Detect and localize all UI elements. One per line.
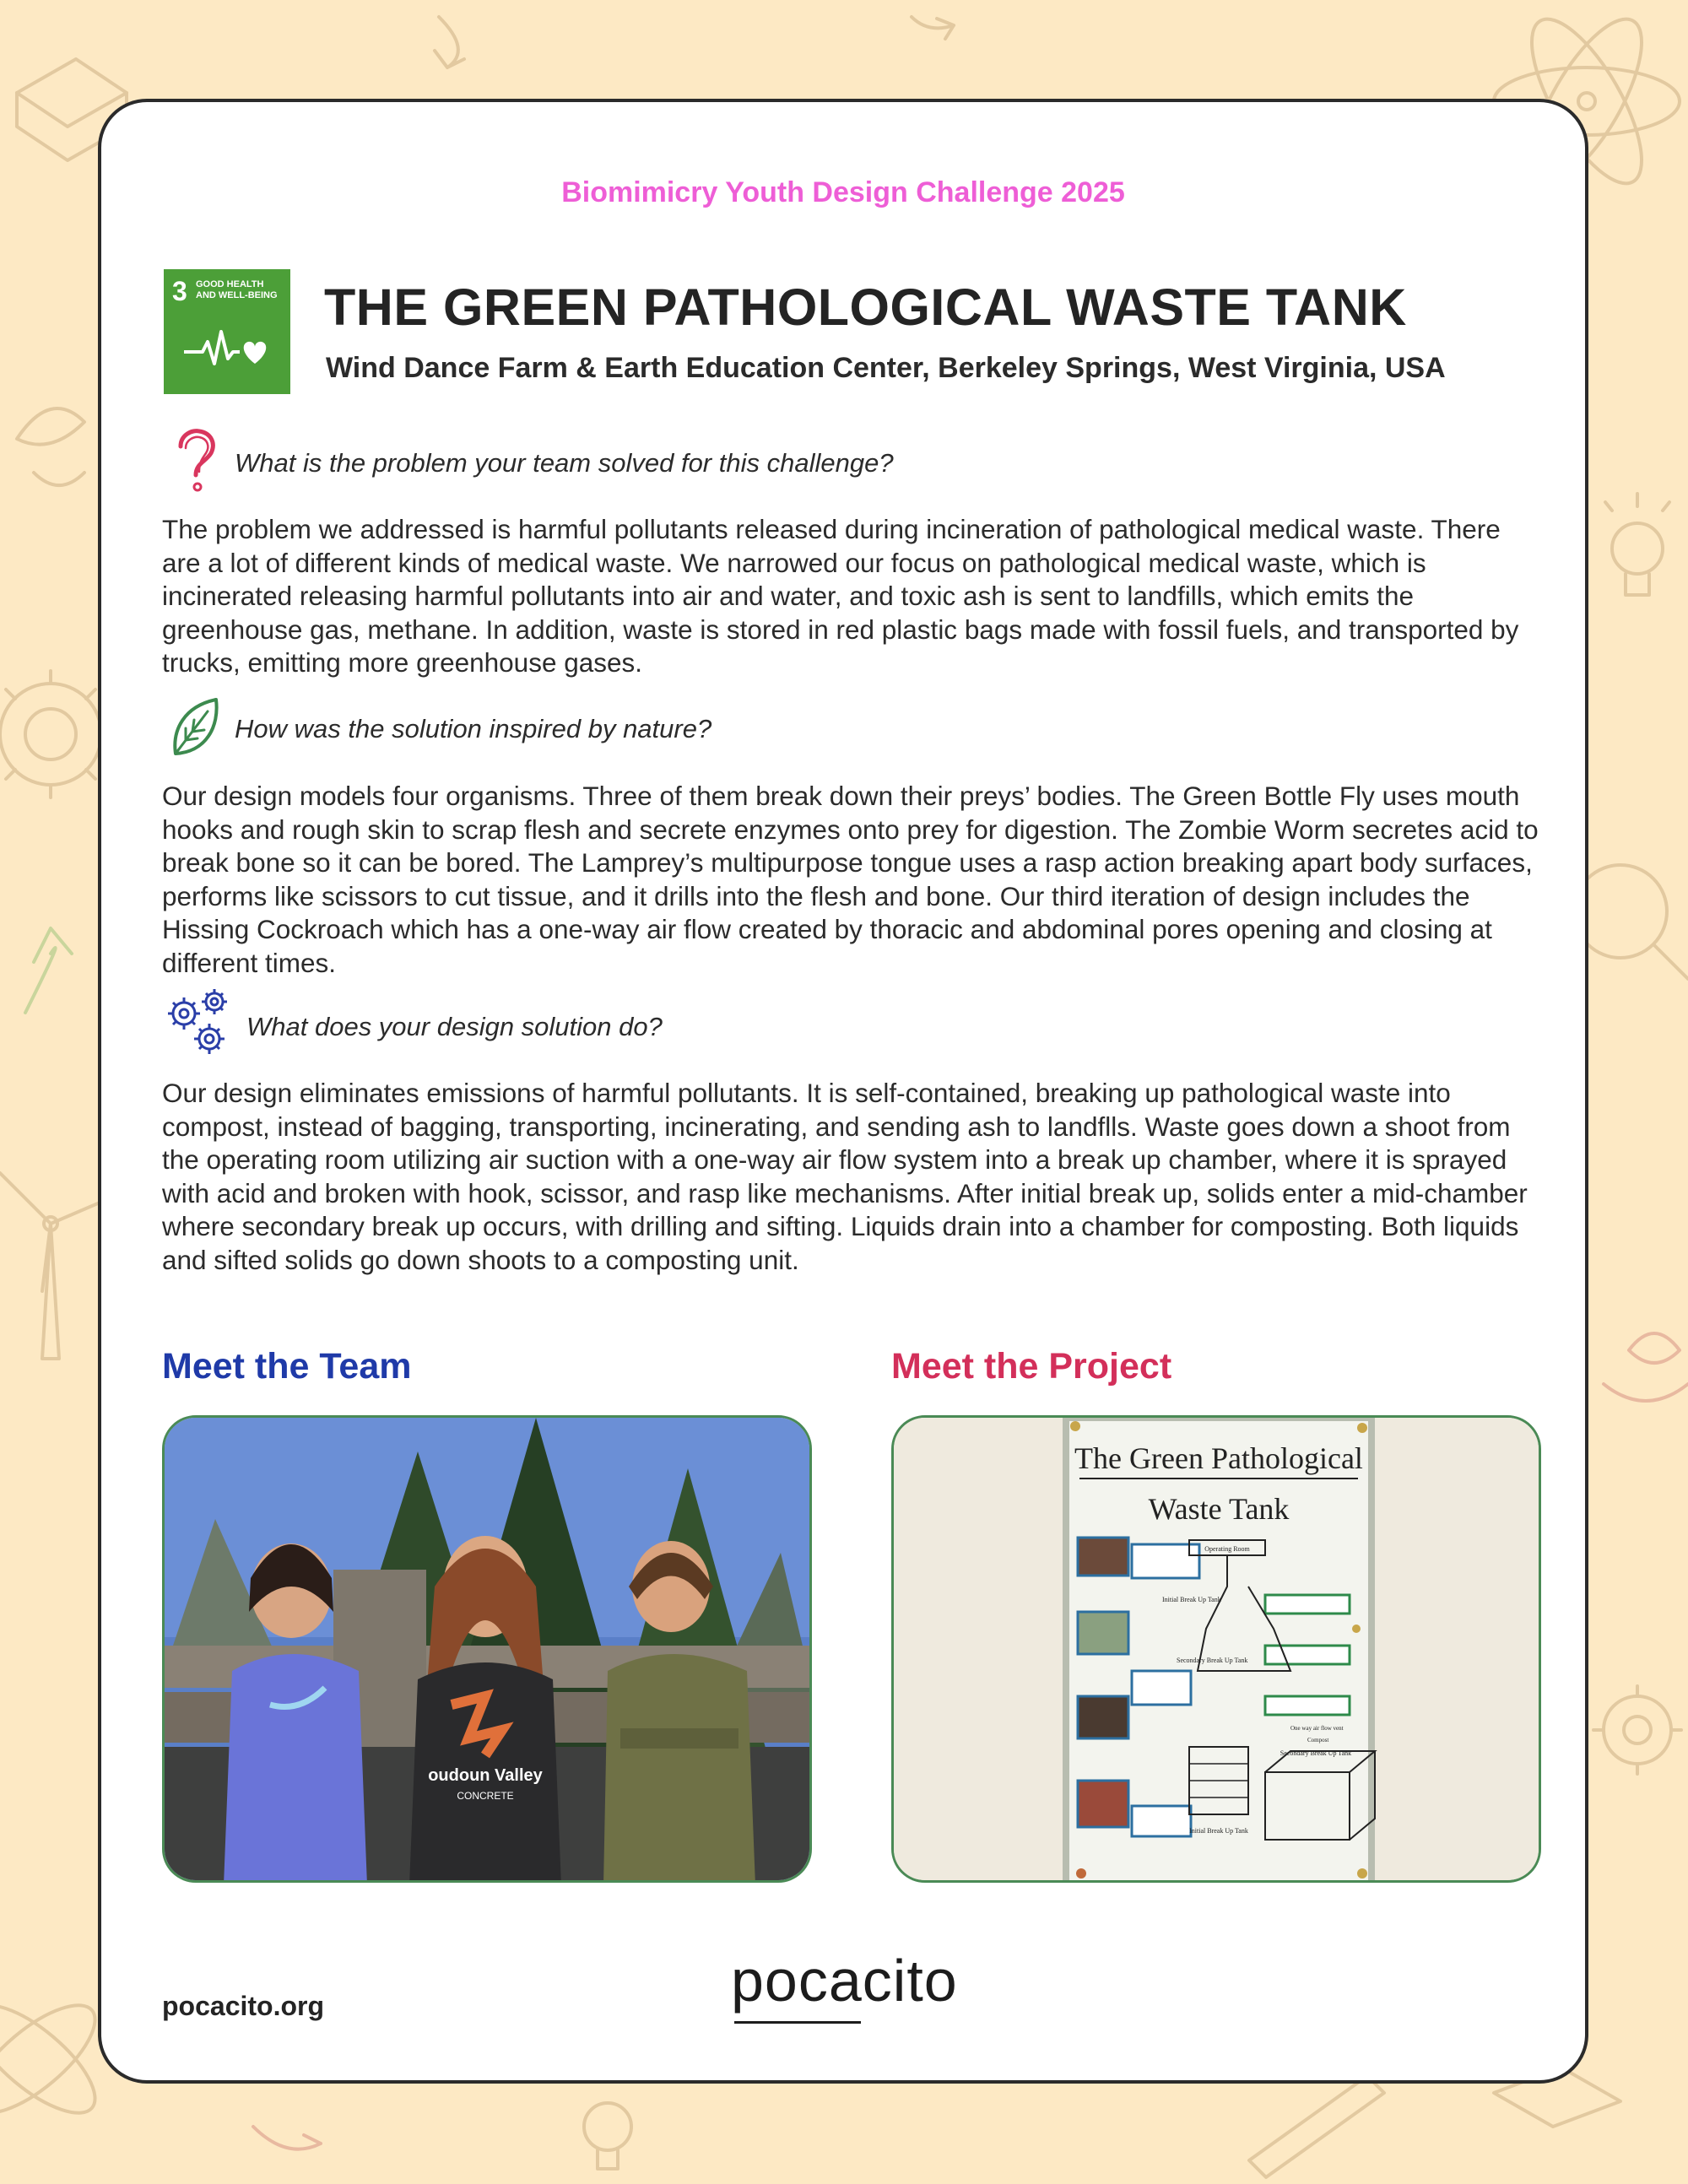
label-operating-room: Operating Room: [1204, 1545, 1250, 1553]
label-air-flow: One way air flow vent: [1290, 1725, 1344, 1732]
poster-title-line1: The Green Pathological: [1074, 1441, 1363, 1475]
answer-problem: The problem we addressed is harmful pollutants released during incineration of pathological medical waste. There are a lot of different kinds of medical waste. We narrowed our focus on pathological medical waste, which is incinerated releasing harmful pollutants into air and water, and toxic ash is sent to landfills, which emits the greenhouse gas, methane. In addition, waste is stored in red plastic bags made with fossil fuels, and transported by trucks, emitting more greenhouse gases.: [162, 514, 1519, 678]
windmill-doodle: [0, 1173, 110, 1359]
label-secondary-breakup: Secondary Break Up Tank: [1177, 1657, 1248, 1664]
team-heading: Meet the Team: [162, 1346, 412, 1387]
pencil-doodle: [1249, 2076, 1384, 2177]
question-problem: What is the problem your team solved for this challenge?: [235, 448, 894, 478]
arrow-doodle: [912, 17, 954, 39]
magnifier-doodle: [1574, 865, 1688, 979]
answer-nature: Our design models four organisms. Three of them break down their preys’ bodies. The Green Bottle Fly uses mouth hooks and rough skin to scrap flesh and secrete enzymes onto prey for digestion. The Zombie Worm secretes acid to break bone so it can be bored. The Lamprey’s multipurpose tongue uses a rasp action breaking apart body surfaces, performs like scissors to cut tissue, and it drills into the flesh and bone. Our third iteration of design includes the Hissing Cockroach which has a one-way air flow created by thoracic and abdominal pores opening and closing at different times.: [162, 781, 1539, 978]
logo-underline: [734, 2021, 861, 2024]
page-subtitle: Wind Dance Farm & Earth Education Center, Berkeley Springs, West Virginia, USA: [326, 352, 1446, 384]
lightbulb-doodle: [1605, 494, 1669, 595]
project-poster-illustration: [894, 1418, 1541, 1883]
challenge-name: Biomimicry Youth Design Challenge 2025: [561, 176, 1125, 208]
footer-url[interactable]: pocacito.org: [162, 1991, 325, 2021]
heartbeat-icon: [182, 325, 275, 376]
project-heading: Meet the Project: [891, 1346, 1172, 1387]
leaf-doodle: [1604, 1333, 1688, 1401]
atom-icon: [0, 1987, 111, 2130]
question-nature: How was the solution inspired by nature?: [235, 714, 712, 743]
arrow-doodle: [435, 17, 464, 68]
label-initial-breakup: Initial Break Up Tank: [1162, 1596, 1221, 1603]
arrow-doodle: [25, 928, 72, 1013]
poster-title-line2: Waste Tank: [1148, 1492, 1290, 1526]
sdg-badge: [164, 269, 290, 394]
label-secondary-breakup-tank: Secondary Break Up Tank: [1280, 1749, 1352, 1757]
sdg-label-line2: AND WELL-BEING: [196, 290, 278, 300]
team-photo-illustration: [165, 1418, 812, 1883]
label-compost: Compost: [1307, 1737, 1329, 1743]
pocacito-logo: pocacito: [731, 1948, 958, 2014]
label-initial-breakup-tank: Initial Break Up Tank: [1189, 1827, 1248, 1835]
sdg-number: 3: [172, 276, 187, 306]
lightbulb-doodle: [584, 2103, 631, 2169]
gears-icon: [165, 988, 235, 1057]
question-solution: What does your design solution do?: [246, 1012, 663, 1041]
sdg-label-line1: GOOD HEALTH: [196, 279, 264, 289]
arrow-doodle: [253, 2127, 321, 2149]
hoodie-text: oudoun Valley: [428, 1766, 543, 1785]
gear-doodle-icon: [1593, 1686, 1681, 1774]
hoodie-text-2: CONCRETE: [457, 1790, 514, 1802]
team-photo: [162, 1415, 812, 1883]
question-icon: [172, 428, 219, 495]
gear-doodle-icon: [0, 671, 114, 797]
sdg-label: [196, 279, 280, 301]
project-photo: [891, 1415, 1541, 1883]
page-title: THE GREEN PATHOLOGICAL WASTE TANK: [324, 278, 1407, 336]
content-card: [98, 99, 1588, 2084]
answer-solution: Our design eliminates emissions of harmful pollutants. It is self-contained, breaking up pathological waste into compost, instead of bagging, transporting, incinerating, and sending ash to landflls. Waste goes down a shoot from the operating room utilizing air suction with a one-way air flow system into a break up chamber, where it is sprayed with acid and broken with hook, scissor, and rasp like mechanisms. After initial break up, solids enter a mid-chamber where secondary break up occurs, with drilling and sifting. Liquids drain into a chamber for composting. Both liquids and sifted solids go down shoots to a composting unit.: [162, 1078, 1528, 1275]
leaf-icon: [169, 696, 221, 760]
leaf-doodle: [17, 408, 84, 485]
